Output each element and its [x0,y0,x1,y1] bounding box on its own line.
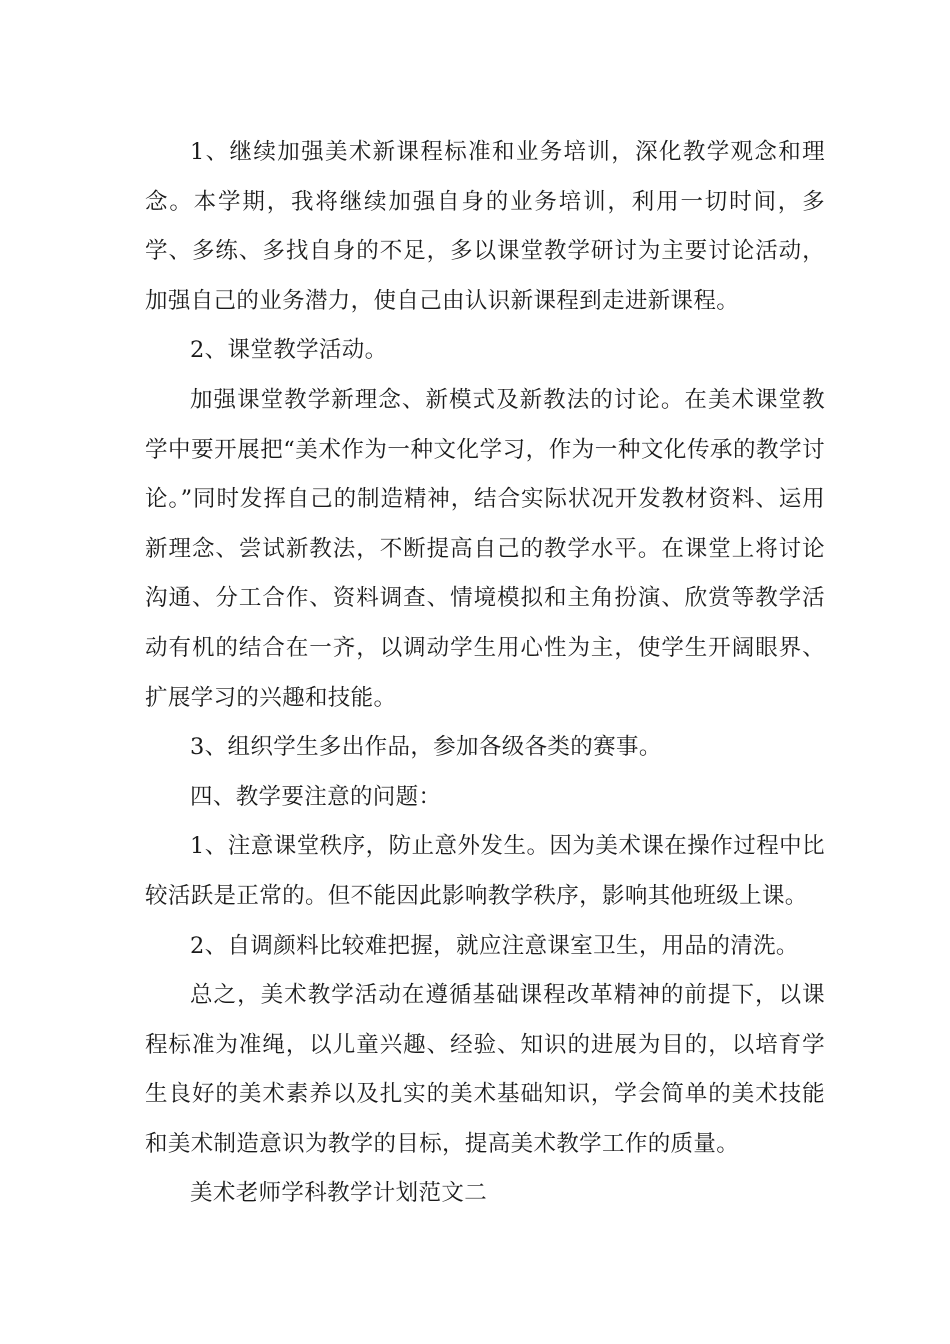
document-body [145,128,825,1219]
paragraph-7: 2、自调颜料比较难把握，就应注意课室卫生，用品的清洗。 [190,932,799,959]
paragraph-2: 2、课堂教学活动。 [190,337,388,364]
paragraph-6: 1、注意课堂秩序，防止意外发生。因为美术课在操作过程中比较活跃是正常的。但不能因此影响教学秩序，影响其他班级上课。 [145,833,825,909]
paragraph-1: 1、继续加强美术新课程标准和业务培训，深化教学观念和理念。本学期，我将继续加强自身的业务培训，利用一切时间，多学、多练、多找自身的不足，多以课堂教学研讨为主要讨论活动，加强自己的业务潜力，使自己由认识新课程到走进新课程。 [145,139,825,314]
paragraph-summary: 总之，美术教学活动在遵循基础课程改革精神的前提下，以课程标准为准绳，以儿童兴趣、经验、知识的进展为目的，以培育学生良好的美术素养以及扎实的美术基础知识，学会简单的美术技能和美术制造意识为教学的目标，提高美术教学工作的质量。 [145,982,825,1157]
section-heading-4: 四、教学要注意的问题： [190,783,442,810]
next-section-title: 美术老师学科教学计划范文二 [190,1180,488,1207]
paragraph-3: 加强课堂教学新理念、新模式及新教法的讨论。在美术课堂教学中要开展把“美术作为一种文化学习，作为一种文化传承的教学讨论。”同时发挥自己的制造精神，结合实际状况开发教材资料、运用新理念、尝试新教法，不断提高自己的教学水平。在课堂上将讨论沟通、分工合作、资料调查、情境模拟和主角扮演、欣赏等教学活动有机的结合在一齐，以调动学生用心性为主，使学生开阔眼界、扩展学习的兴趣和技能。 [145,386,825,711]
paragraph-4: 3、组织学生多出作品，参加各级各类的赛事。 [190,734,662,761]
